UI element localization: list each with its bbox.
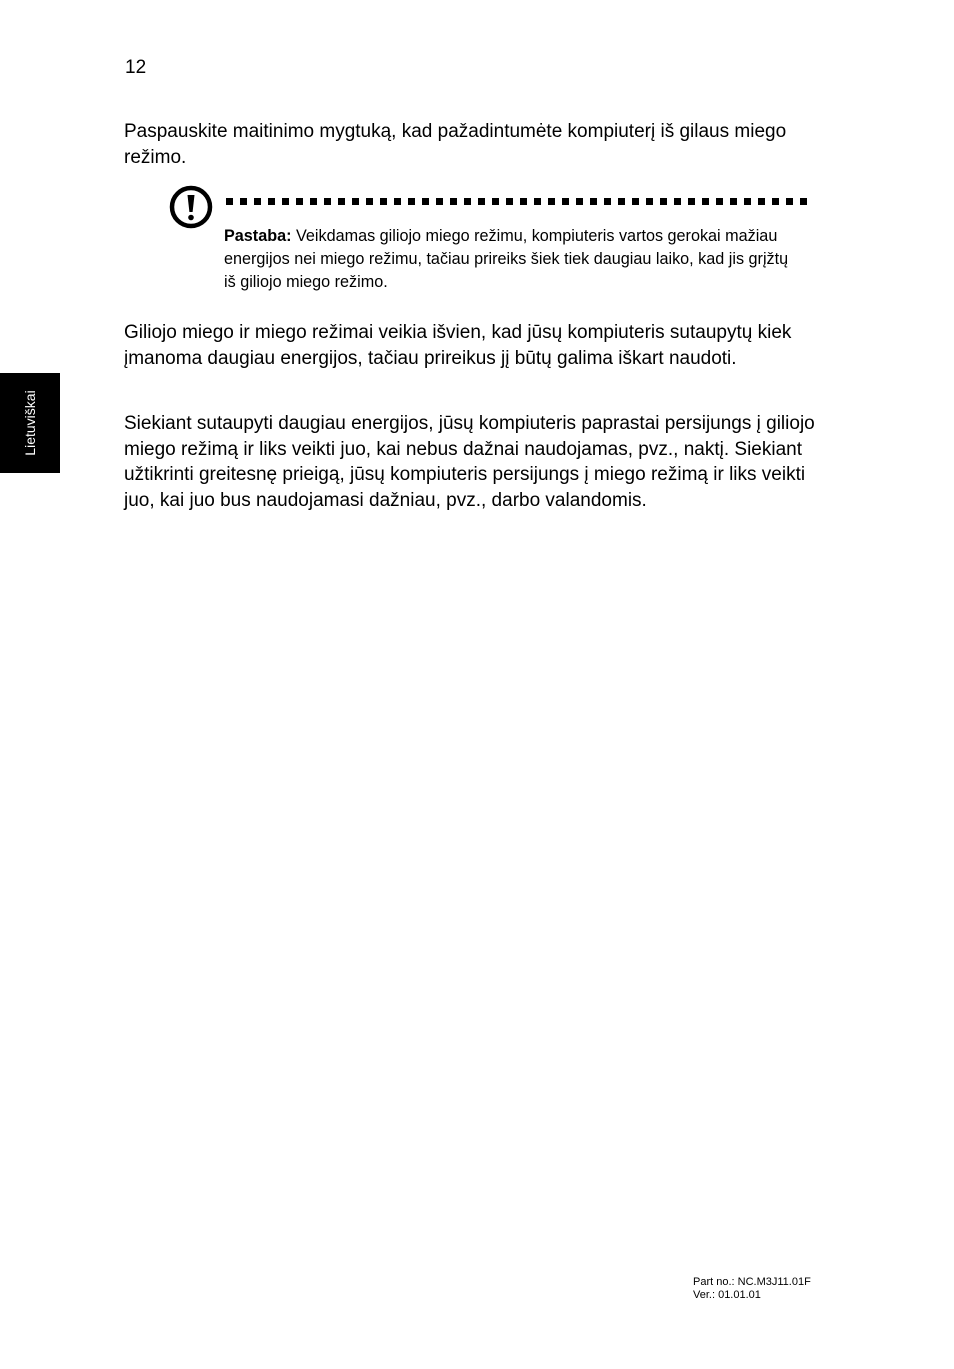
note-text: Veikdamas giliojo miego režimu, kompiuteris vartos gerokai mažiau energijos nei miego režimu, tačiau prireiks šiek tiek daugiau laiko, kad jis grįžtų iš giliojo miego režimo. — [224, 227, 789, 291]
language-side-tab — [0, 373, 60, 473]
note-label: Pastaba: — [224, 227, 292, 245]
paragraph-energy-saving: Siekiant sutaupyti daugiau energijos, jūsų kompiuteris paprastai persijungs į giliojo miego režimą ir liks veikti juo, kai nebus dažnai naudojamas, pvz., naktį. Siekiant užtikrinti greitesnę prieigą, jūsų kompiuteris persijungs į miego režimą ir liks veikti juo, kai juo bus naudojamasi dažniau, pvz., darbo valandomis. — [124, 413, 815, 511]
note-dotted-divider — [226, 198, 810, 205]
note-block — [224, 225, 804, 294]
footer-version: Ver.: 01.01.01 — [693, 1289, 761, 1301]
exclamation-circle-icon — [168, 184, 214, 230]
language-side-tab-label: Lietuviškai — [22, 390, 38, 456]
paragraph-wake-from-hibernation: Paspauskite maitinimo mygtuką, kad pažadintumėte kompiuterį iš gilaus miego režimo. — [124, 121, 787, 168]
footer-part-number: Part no.: NC.M3J11.01F — [693, 1276, 811, 1288]
page-number: 12 — [125, 57, 147, 78]
footer-info — [693, 1276, 811, 1302]
paragraph-sleep-modes: Giliojo miego ir miego režimai veikia išvien, kad jūsų kompiuteris sutaupytų kiek įmanoma daugiau energijos, tačiau prireikus jį būtų galima iškart naudoti. — [124, 322, 792, 369]
